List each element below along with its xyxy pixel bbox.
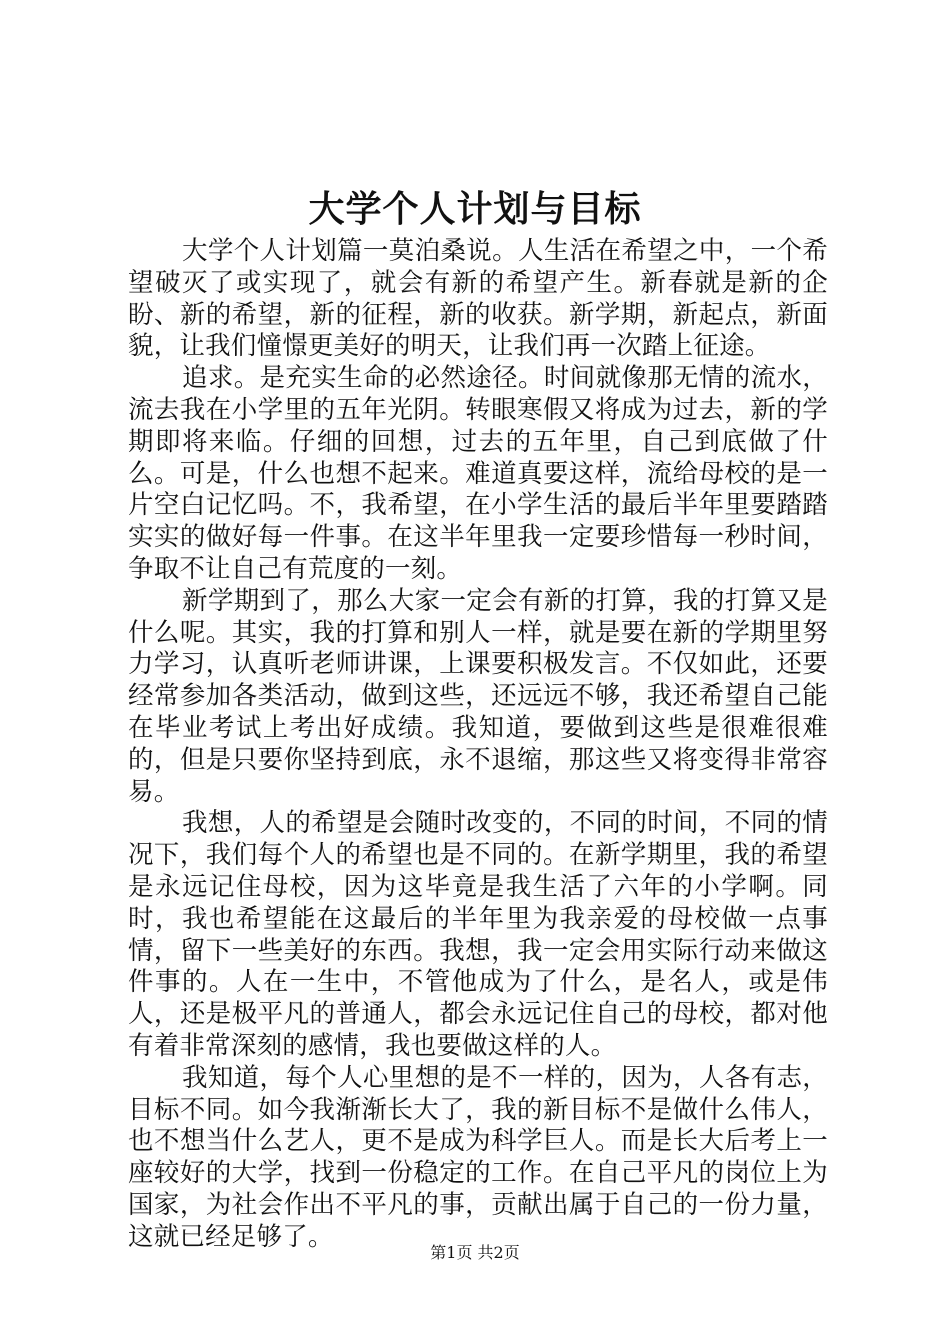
paragraph-3: 新学期到了，那么大家一定会有新的打算，我的打算又是什么呢。其实，我的打算和别人一样，就是要在新的学期里努力学习，认真听老师讲课，上课要积极发言。不仅如此，还要经常参加各类活动，做到这些，还远远不够，我还希望自己能在毕业考试上考出好成绩。我知道，要做到这些是很难很难的，但是只要你坚持到底，永不退缩，那这些又将变得非常容易。 [128, 585, 828, 807]
document-body [128, 236, 828, 1254]
paragraph-2: 追求。是充实生命的必然途径。时间就像那无情的流水，流去我在小学里的五年光阴。转眼寒假又将成为过去，新的学期即将来临。仔细的回想，过去的五年里，自己到底做了什么。可是，什么也想不起来。难道真要这样，流给母校的是一片空白记忆吗。不，我希望，在小学生活的最后半年里要踏踏实实的做好每一件事。在这半年里我一定要珍惜每一秒时间，争取不让自己有荒度的一刻。 [128, 363, 828, 584]
paragraph-5: 我知道，每个人心里想的是不一样的，因为，人各有志，目标不同。如今我渐渐长大了，我的新目标不是做什么伟人，也不想当什么艺人，更不是成为科学巨人。而是长大后考上一座较好的大学，找到一份稳定的工作。在自己平凡的岗位上为国家，为社会作出不平凡的事，贡献出属于自己的一份力量，这就已经足够了。 [128, 1062, 828, 1252]
document-title: 大学个人计划与目标 [308, 188, 642, 230]
paragraph-4: 我想，人的希望是会随时改变的，不同的时间，不同的情况下，我们每个人的希望也是不同的。在新学期里，我的希望是永远记住母校，因为这毕竟是我生活了六年的小学啊。同时，我也希望能在这最后的半年里为我亲爱的母校做一点事情，留下一些美好的东西。我想，我一定会用实际行动来做这件事的。人在一生中，不管他成为了什么，是名人，或是伟人，还是极平凡的普通人，都会永远记住自己的母校，都对他有着非常深刻的感情，我也要做这样的人。 [128, 808, 828, 1061]
paragraph-1: 大学个人计划篇一莫泊桑说。人生活在希望之中，一个希望破灭了或实现了，就会有新的希望产生。新春就是新的企盼、新的希望，新的征程，新的收获。新学期，新起点，新面貌，让我们憧憬更美好的明天，让我们再一次踏上征途。 [128, 236, 828, 362]
page-number-footer: 第1页 共2页 [430, 1243, 520, 1262]
